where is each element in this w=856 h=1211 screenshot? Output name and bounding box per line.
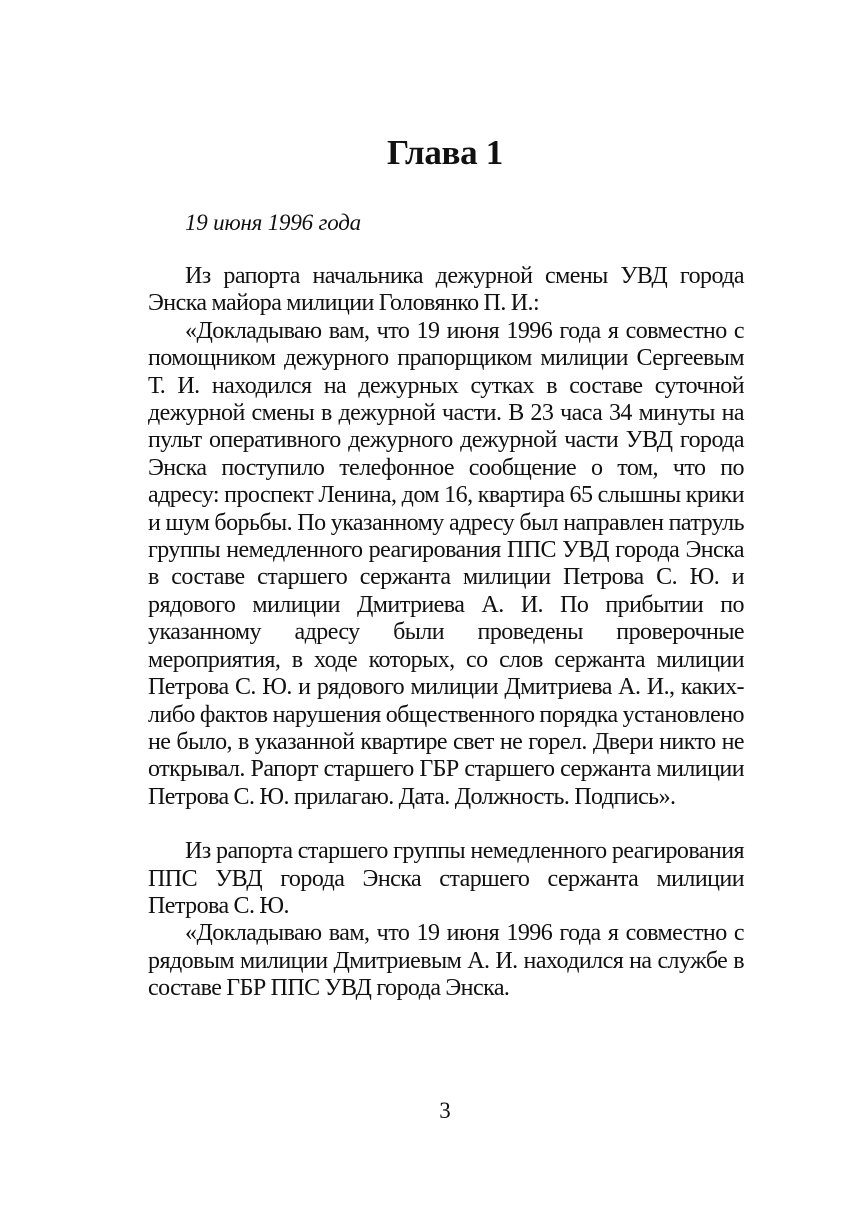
- paragraph-report-body-2: «Докладываю вам, что 19 июня 1996 года я совместно с рядовым милиции Дмитриевым А. И. находился на службе в составе ГБР ППС УВД города Энска.: [148, 920, 744, 1002]
- date-heading: 19 июня 1996 года: [185, 210, 361, 235]
- body-text: [148, 263, 744, 1003]
- paragraph-report-intro-1: Из рапорта начальника дежурной смены УВД города Энска майора милиции Головянко П. И.:: [148, 263, 744, 317]
- paragraph-report-intro-2: Из рапорта старшего группы немедленного реагирования ППС УВД города Энска старшего сержанта милиции Петрова С. Ю.: [148, 838, 744, 919]
- page-number: 3: [439, 1098, 451, 1123]
- chapter-title: Глава 1: [386, 133, 503, 173]
- paragraph-report-body-1: «Докладываю вам, что 19 июня 1996 года я совместно с помощником дежурного прапорщиком милиции Сергеевым Т. И. находился на дежурных сутках в составе суточной дежурной смены в дежурной части. В 23 часа 34 минуты на пульт оперативного дежурного дежурной части УВД города Энска поступило телефонное сообщение о том, что по адресу: проспект Ленина, дом 16, квартира 65 слышны крики и шум борьбы. По указанному адресу был направлен патруль группы немедленного реагирования ППС УВД города Энска в составе старшего сержанта милиции Петрова С. Ю. и рядового милиции Дмитриева А. И. По прибытии по указанному адресу были проведены проверочные мероприятия, в ходе которых, со слов сержанта милиции Петрова С. Ю. и рядового милиции Дмитриева А. И., каких-либо фактов нарушения общественного порядка установлено не было, в указанной квартире свет не горел. Двери никто не открывал. Рапорт старшего ГБР старшего сержанта милиции Петрова С. Ю. прилагаю. Дата. Должность. Подпись».: [148, 317, 744, 810]
- paragraph-gap: [148, 811, 744, 838]
